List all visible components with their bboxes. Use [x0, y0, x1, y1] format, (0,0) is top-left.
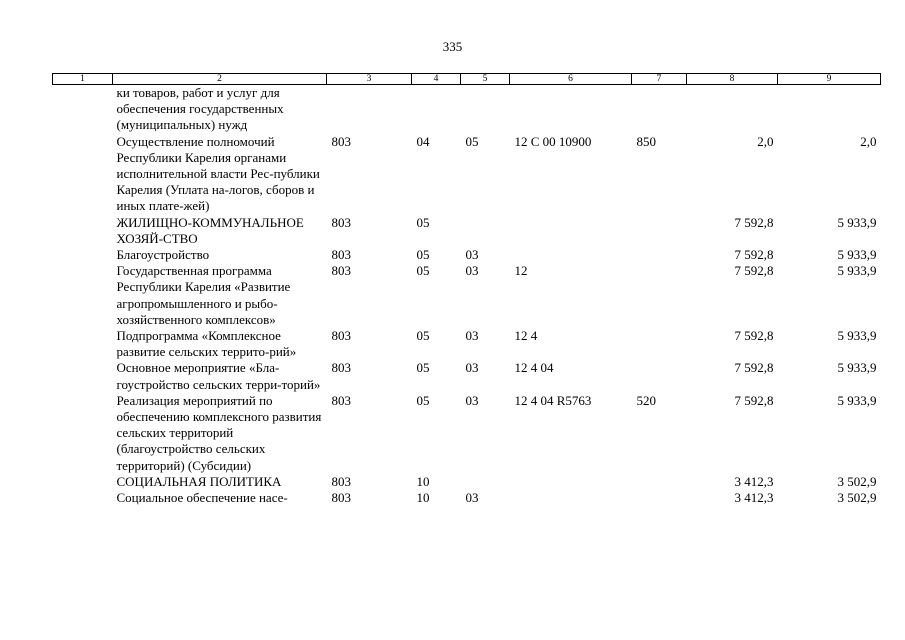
cell-name: Социальное обеспечение насе-	[116, 490, 288, 506]
cell-department: 803	[331, 214, 351, 230]
cell-subsection: 03	[465, 263, 479, 279]
header-col-1: 1	[53, 74, 113, 85]
header-col-4: 4	[412, 74, 461, 85]
cell-expense-type: 850	[636, 133, 656, 149]
header-col-8: 8	[687, 74, 778, 85]
cell-subsection: 05	[465, 133, 479, 149]
cell-target-article: 12 С 00 10900	[514, 133, 592, 149]
cell-department: 803	[331, 360, 351, 376]
cell-section: 04	[416, 133, 430, 149]
cell-section: 05	[416, 214, 430, 230]
cell-section: 05	[416, 247, 430, 263]
cell-amount-1: 7 592,8	[734, 247, 774, 263]
cell-department: 803	[331, 473, 351, 489]
table-row	[53, 490, 881, 506]
cell-department: 803	[331, 490, 351, 506]
table-header	[53, 74, 881, 85]
cell-name: Благоустройство	[116, 247, 210, 263]
cell-name: Государственная программа Республики Карелия «Развитие агропромышленного и рыбо-хозяйственного комплексов»	[116, 263, 291, 327]
cell-section: 05	[416, 360, 430, 376]
cell-section: 05	[416, 392, 430, 408]
header-col-7: 7	[632, 74, 687, 85]
cell-amount-2: 2,0	[860, 133, 877, 149]
cell-target-article	[510, 474, 632, 490]
cell-target-article: 12	[514, 263, 528, 279]
cell-amount-2: 5 933,9	[837, 247, 877, 263]
cell-amount-1: 2,0	[757, 133, 774, 149]
cell-expense-type	[632, 360, 687, 392]
cell-department: 803	[331, 133, 351, 149]
cell-section: 10	[416, 473, 430, 489]
cell-name: Основное мероприятие «Бла-гоустройство сельских терри-торий»	[116, 360, 321, 392]
cell-amount-2: 5 933,9	[837, 328, 877, 344]
cell-amount-1: 7 592,8	[734, 328, 774, 344]
cell-amount-2	[778, 85, 881, 134]
cell-department: 803	[331, 263, 351, 279]
cell-amount-1: 3 412,3	[734, 473, 774, 489]
cell-expense-type	[632, 247, 687, 263]
cell-amount-1: 3 412,3	[734, 490, 774, 506]
cell-col-1	[53, 263, 113, 328]
cell-subsection: 03	[465, 360, 479, 376]
header-row	[53, 74, 881, 85]
cell-expense-type	[632, 328, 687, 360]
table-body	[53, 85, 881, 507]
budget-table	[52, 73, 881, 506]
cell-target-article	[510, 215, 632, 247]
cell-section	[412, 85, 461, 134]
cell-department: 803	[331, 247, 351, 263]
cell-col-1	[53, 393, 113, 474]
cell-expense-type	[632, 263, 687, 328]
cell-col-1	[53, 474, 113, 490]
table-row	[53, 85, 881, 134]
table-row	[53, 134, 881, 215]
header-col-2: 2	[113, 74, 327, 85]
cell-expense-type	[632, 85, 687, 134]
cell-department	[327, 85, 412, 134]
header-col-9: 9	[778, 74, 881, 85]
cell-name: СОЦИАЛЬНАЯ ПОЛИТИКА	[116, 473, 282, 489]
cell-subsection: 03	[465, 247, 479, 263]
cell-col-1	[53, 85, 113, 134]
cell-amount-2: 5 933,9	[837, 263, 877, 279]
cell-col-1	[53, 134, 113, 215]
cell-section: 10	[416, 490, 430, 506]
table-row	[53, 247, 881, 263]
cell-expense-type	[632, 215, 687, 247]
cell-target-article	[510, 85, 632, 134]
header-col-6: 6	[510, 74, 632, 85]
cell-target-article	[510, 490, 632, 506]
table-row	[53, 474, 881, 490]
cell-col-1	[53, 215, 113, 247]
cell-subsection	[461, 474, 510, 490]
cell-subsection: 03	[465, 328, 479, 344]
cell-col-1	[53, 360, 113, 392]
cell-amount-2: 5 933,9	[837, 392, 877, 408]
cell-name: Реализация мероприятий по обеспечению комплексного развития сельских территорий (благоустройство сельских территорий) (Субсидии)	[116, 392, 322, 473]
cell-amount-1: 7 592,8	[734, 392, 774, 408]
table-row	[53, 263, 881, 328]
cell-amount-2: 3 502,9	[837, 490, 877, 506]
cell-col-1	[53, 247, 113, 263]
cell-expense-type	[632, 490, 687, 506]
cell-subsection	[461, 85, 510, 134]
cell-section: 05	[416, 328, 430, 344]
cell-expense-type	[632, 474, 687, 490]
cell-name: ки товаров, работ и услуг для обеспечения государственных (муниципальных) нужд	[116, 85, 284, 133]
cell-target-article: 12 4 04 R5763	[514, 392, 592, 408]
cell-amount-2: 5 933,9	[837, 214, 877, 230]
cell-col-1	[53, 490, 113, 506]
table-row	[53, 328, 881, 360]
cell-amount-1: 7 592,8	[734, 263, 774, 279]
cell-subsection: 03	[465, 490, 479, 506]
table-row	[53, 360, 881, 392]
cell-name: ЖИЛИЩНО-КОММУНАЛЬНОЕ ХОЗЯЙ-СТВО	[116, 214, 304, 246]
page-number: 335	[442, 39, 463, 54]
cell-department: 803	[331, 328, 351, 344]
cell-target-article: 12 4 04	[514, 360, 554, 376]
cell-name: Подпрограмма «Комплексное развитие сельских террито-рий»	[116, 328, 297, 360]
table-row	[53, 393, 881, 474]
cell-amount-2: 5 933,9	[837, 360, 877, 376]
cell-subsection: 03	[465, 392, 479, 408]
cell-target-article: 12 4	[514, 328, 538, 344]
cell-target-article	[510, 247, 632, 263]
cell-col-1	[53, 328, 113, 360]
cell-name: Осуществление полномочий Республики Карелия органами исполнительной власти Рес-публики Карелия (Уплата на-логов, сборов и иных плате-жей)	[116, 133, 320, 214]
cell-expense-type: 520	[636, 392, 656, 408]
header-col-3: 3	[327, 74, 412, 85]
cell-amount-2: 3 502,9	[837, 473, 877, 489]
table-row	[53, 215, 881, 247]
cell-amount-1: 7 592,8	[734, 214, 774, 230]
cell-subsection	[461, 215, 510, 247]
cell-amount-1	[687, 85, 778, 134]
cell-section: 05	[416, 263, 430, 279]
header-col-5: 5	[461, 74, 510, 85]
cell-department: 803	[331, 392, 351, 408]
cell-amount-1: 7 592,8	[734, 360, 774, 376]
